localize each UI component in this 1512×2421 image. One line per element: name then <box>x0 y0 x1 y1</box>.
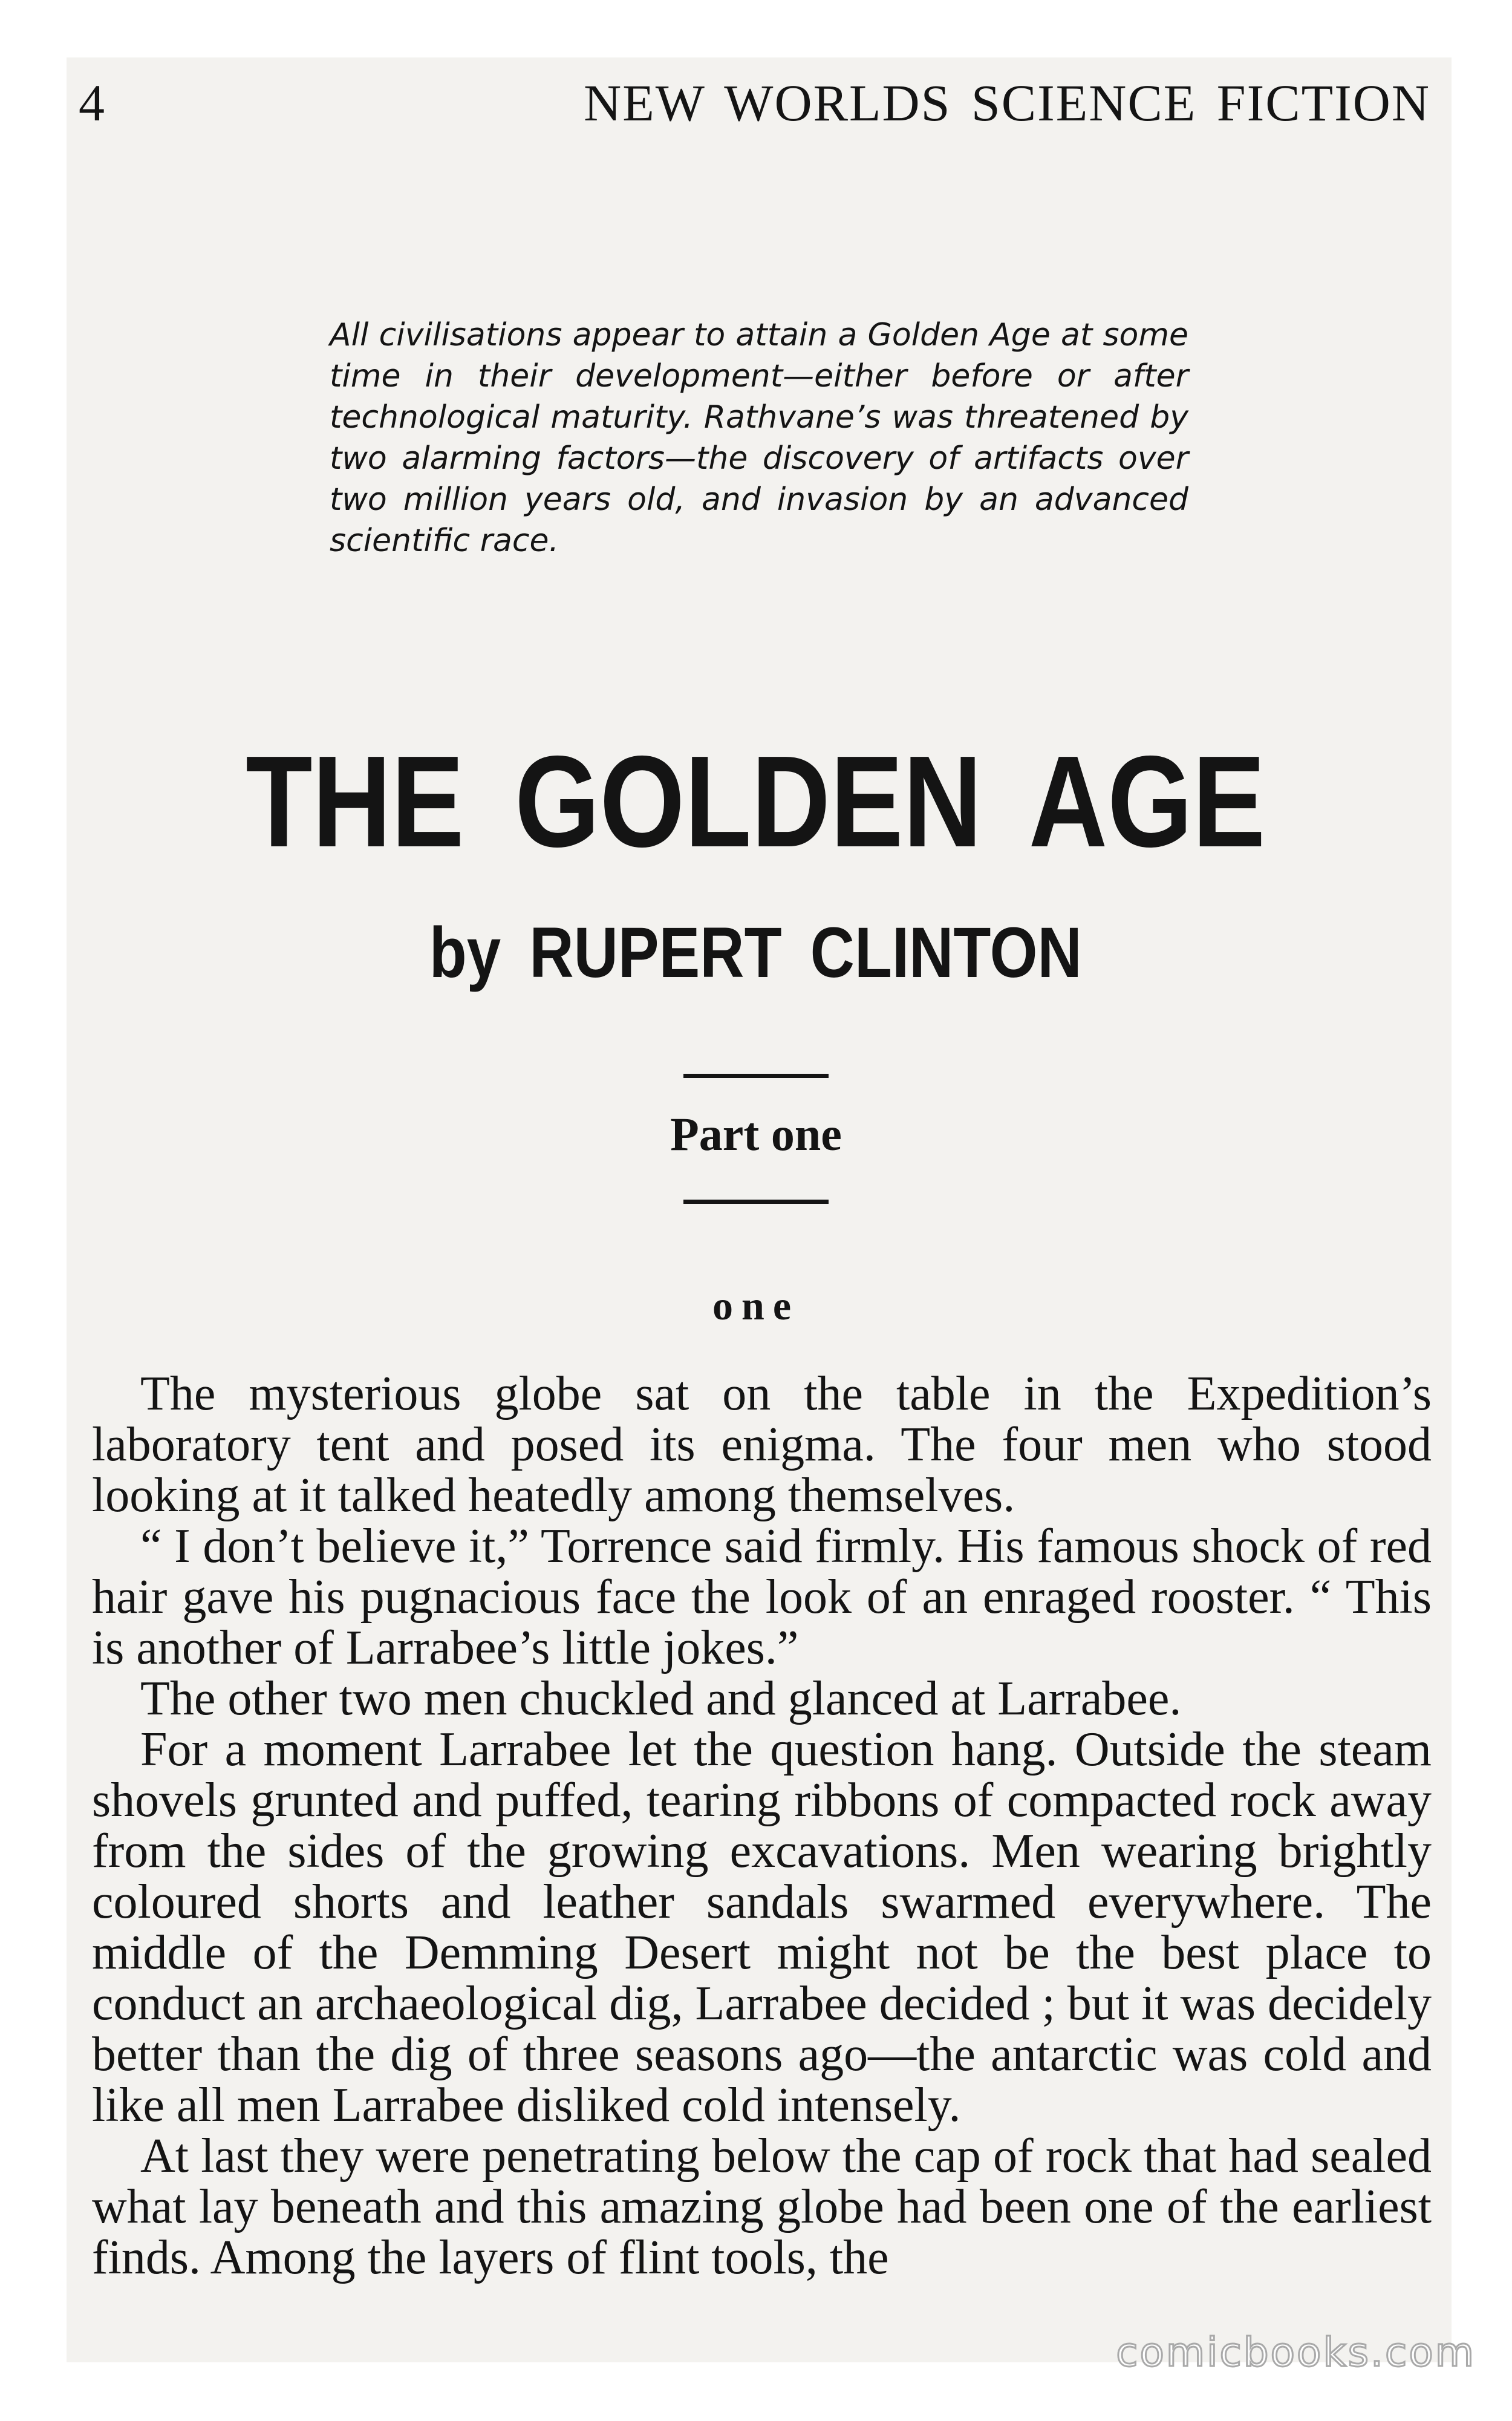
body-paragraph: At last they were penetrating below the cap of rock that had sealed what lay beneath and this amazing globe had been one of the earliest finds. Among the layers of flint tools, the <box>92 2129 1432 2284</box>
part-label: Part one <box>670 1108 842 1160</box>
body-paragraph: The other two men chuckled and glanced at Larrabee. <box>140 1672 1182 1725</box>
running-title: NEW WORLDS SCIENCE FICTION <box>584 74 1430 132</box>
story-synopsis: All civilisations appear to attain a Golden Age at some time in their development—either before or after technological maturity. Rathvane’s was threatened by two alarming factors—the discovery of artifacts over two million years old, and invasion by an advanced scientific race. <box>330 317 1188 559</box>
chapter-label: one <box>712 1282 800 1328</box>
story-title: THE GOLDEN AGE <box>246 728 1266 874</box>
body-paragraph: The mysterious globe sat on the table in the Expedition’s laboratory tent and posed its enigma. The four men who stood looking at it talked heatedly among themselves. <box>92 1367 1432 1522</box>
story-body <box>92 1368 1432 2283</box>
page-header <box>79 73 1430 139</box>
page-number: 4 <box>79 74 106 132</box>
body-paragraph: “ I don’t believe it,” Torrence said firmly. His famous shock of red hair gave his pugnacious face the look of an enraged rooster. “ This is another of Larrabee’s little jokes.” <box>92 1520 1432 1674</box>
rule-above-part <box>683 1074 829 1078</box>
author-byline: by RUPERT CLINTON <box>429 913 1082 993</box>
body-paragraph: For a moment Larrabee let the question hang. Outside the steam shovels grunted and puffed, tearing ribbons of compacted rock away from the sides of the growing excavations. Men wearing brightly coloured shorts and leather sandals swarmed everywhere. The middle of the Demming Desert might not be the best place to conduct an archaeological dig, Larrabee decided ; but it was decidely better than the dig of three seasons ago—the antarctic was cold and like all men Larrabee disliked cold intensely. <box>92 1723 1432 2132</box>
rule-below-part <box>683 1200 829 1204</box>
watermark: comicbooks.com <box>1116 2329 1476 2376</box>
